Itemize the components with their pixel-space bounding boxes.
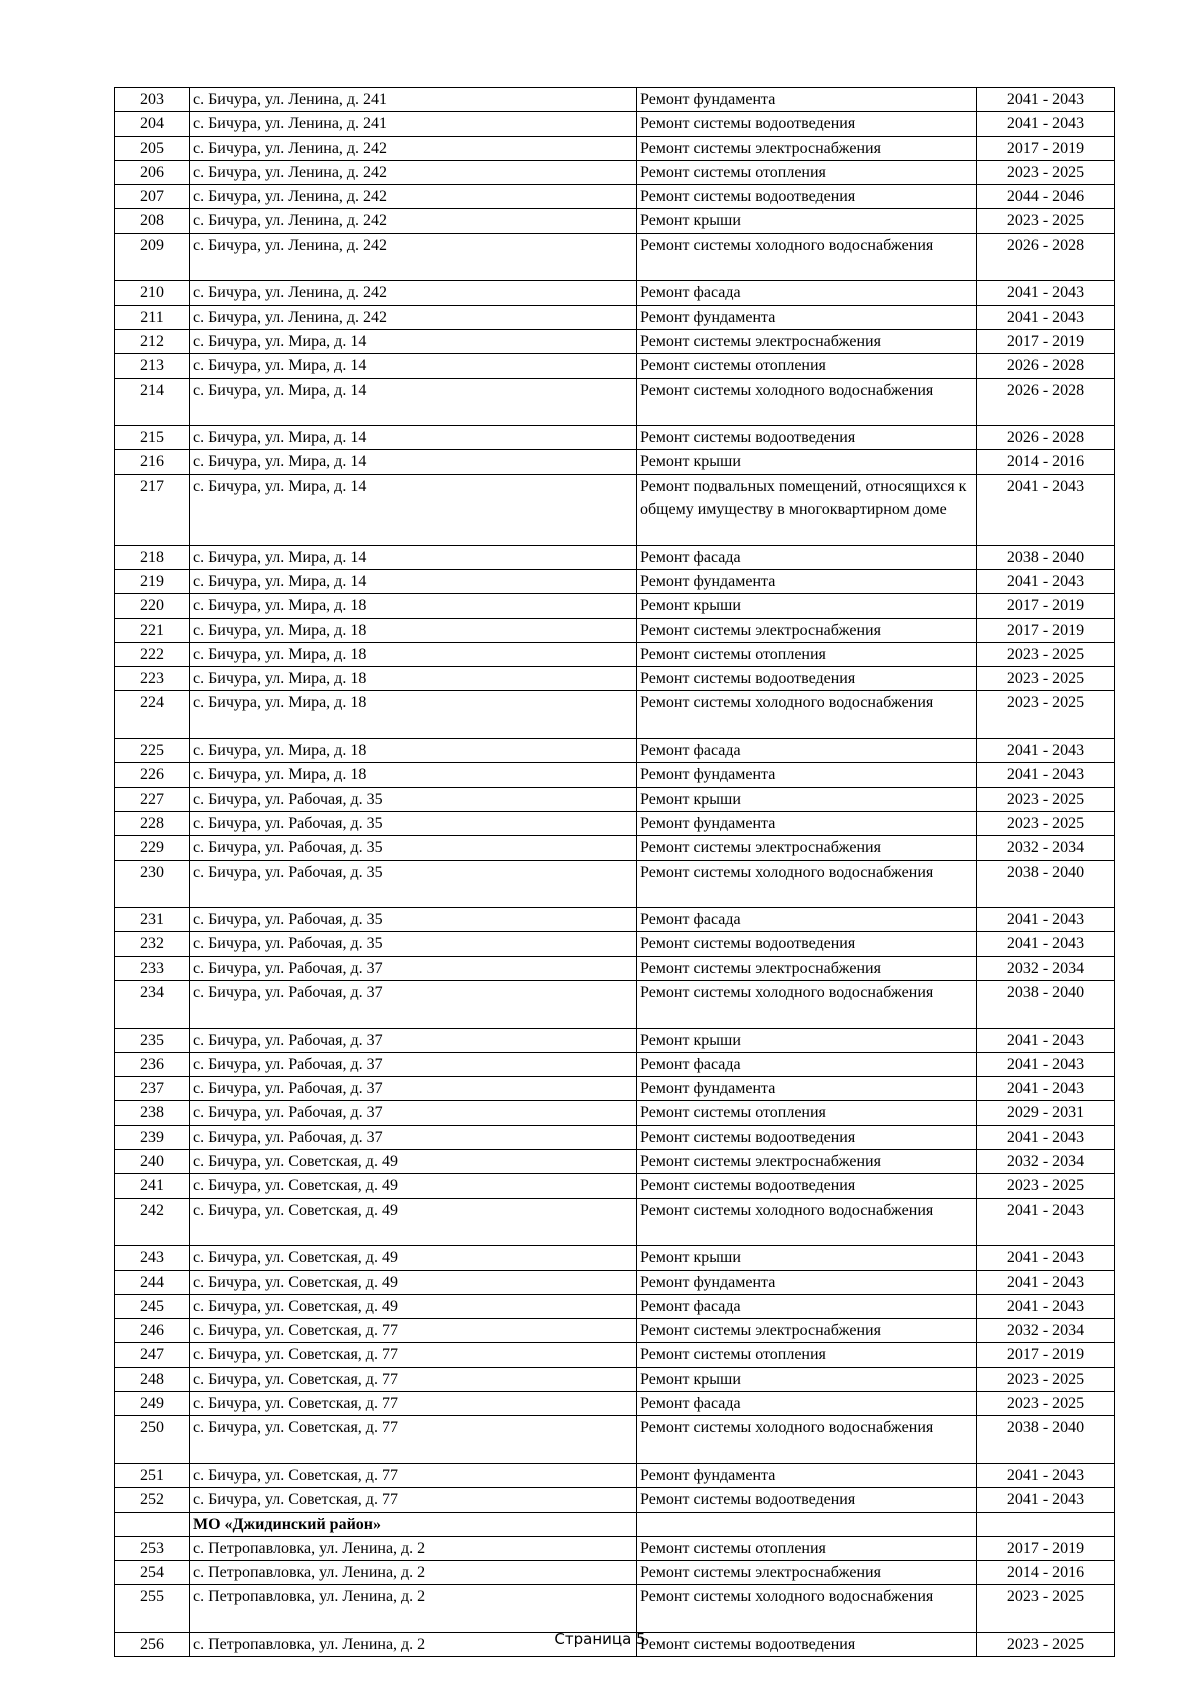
work-type-cell: Ремонт системы холодного водоснабжения: [637, 980, 977, 1028]
address-cell: с. Бичура, ул. Советская, д. 49: [190, 1174, 637, 1198]
period-cell: 2023 - 2025: [977, 1367, 1115, 1391]
period-cell: 2038 - 2040: [977, 860, 1115, 908]
address-cell: с. Бичура, ул. Советская, д. 49: [190, 1150, 637, 1174]
address-cell: с. Бичура, ул. Советская, д. 77: [190, 1416, 637, 1464]
period-cell: 2038 - 2040: [977, 1416, 1115, 1464]
table-row: [115, 932, 1115, 956]
table-row: [115, 136, 1115, 160]
row-number-cell: 209: [115, 233, 190, 281]
row-number-cell: 205: [115, 136, 190, 160]
row-number-cell: 253: [115, 1536, 190, 1560]
address-cell: с. Петропавловка, ул. Ленина, д. 2: [190, 1585, 637, 1633]
work-type-cell: Ремонт крыши: [637, 209, 977, 233]
row-number-cell: 229: [115, 836, 190, 860]
table-row: [115, 545, 1115, 569]
table-row: [115, 739, 1115, 763]
period-cell: 2023 - 2025: [977, 667, 1115, 691]
work-type-cell: Ремонт фундамента: [637, 305, 977, 329]
period-cell: 2041 - 2043: [977, 474, 1115, 545]
work-type-cell: Ремонт крыши: [637, 787, 977, 811]
table-row: [115, 1077, 1115, 1101]
row-number-cell: 239: [115, 1125, 190, 1149]
table-row: [115, 1125, 1115, 1149]
table-row: [115, 305, 1115, 329]
period-cell: 2041 - 2043: [977, 569, 1115, 593]
period-cell: 2041 - 2043: [977, 1246, 1115, 1270]
period-cell: 2014 - 2016: [977, 1561, 1115, 1585]
address-cell: с. Бичура, ул. Советская, д. 49: [190, 1294, 637, 1318]
work-type-cell: Ремонт фасада: [637, 1052, 977, 1076]
period-cell: 2041 - 2043: [977, 1198, 1115, 1246]
work-type-cell: Ремонт системы водоотведения: [637, 1125, 977, 1149]
work-type-cell: Ремонт фасада: [637, 1392, 977, 1416]
table-row: [115, 667, 1115, 691]
table-row: [115, 426, 1115, 450]
table-row: [115, 1343, 1115, 1367]
row-number-cell: 248: [115, 1367, 190, 1391]
row-number-cell: 237: [115, 1077, 190, 1101]
row-number-cell: 211: [115, 305, 190, 329]
row-number-cell: 233: [115, 956, 190, 980]
address-cell: с. Бичура, ул. Ленина, д. 241: [190, 112, 637, 136]
address-cell: с. Бичура, ул. Мира, д. 14: [190, 329, 637, 353]
address-cell: с. Бичура, ул. Ленина, д. 241: [190, 88, 637, 112]
row-number-cell: 217: [115, 474, 190, 545]
period-cell: 2041 - 2043: [977, 932, 1115, 956]
table-row: [115, 378, 1115, 426]
address-cell: с. Бичура, ул. Советская, д. 49: [190, 1198, 637, 1246]
table-row: [115, 281, 1115, 305]
row-number-cell: 226: [115, 763, 190, 787]
work-type-cell: Ремонт фундамента: [637, 1270, 977, 1294]
period-cell: 2041 - 2043: [977, 88, 1115, 112]
work-type-cell: Ремонт фасада: [637, 739, 977, 763]
work-type-cell: Ремонт системы электроснабжения: [637, 1150, 977, 1174]
period-cell: 2032 - 2034: [977, 1150, 1115, 1174]
work-type-cell: Ремонт фасада: [637, 1294, 977, 1318]
row-number-cell: 224: [115, 691, 190, 739]
period-cell: 2026 - 2028: [977, 233, 1115, 281]
table-row: [115, 209, 1115, 233]
period-cell: 2026 - 2028: [977, 378, 1115, 426]
row-number-cell: 225: [115, 739, 190, 763]
work-type-cell: Ремонт крыши: [637, 1367, 977, 1391]
row-number-cell: 221: [115, 618, 190, 642]
period-cell: 2041 - 2043: [977, 1463, 1115, 1487]
address-cell: с. Бичура, ул. Ленина, д. 242: [190, 233, 637, 281]
work-type-cell: Ремонт фасада: [637, 908, 977, 932]
address-cell: с. Бичура, ул. Мира, д. 14: [190, 378, 637, 426]
work-type-cell: Ремонт фундамента: [637, 763, 977, 787]
address-cell: с. Бичура, ул. Советская, д. 77: [190, 1367, 637, 1391]
work-type-cell: Ремонт фундамента: [637, 811, 977, 835]
table-row: [115, 160, 1115, 184]
table-row: [115, 691, 1115, 739]
table-row: [115, 1174, 1115, 1198]
table-row: [115, 329, 1115, 353]
address-cell: с. Бичура, ул. Рабочая, д. 37: [190, 956, 637, 980]
address-cell: с. Бичура, ул. Мира, д. 18: [190, 763, 637, 787]
row-number-cell: 223: [115, 667, 190, 691]
row-number-cell: 216: [115, 450, 190, 474]
table-row: [115, 233, 1115, 281]
work-type-cell: Ремонт системы холодного водоснабжения: [637, 1198, 977, 1246]
table-row: [115, 642, 1115, 666]
address-cell: с. Бичура, ул. Мира, д. 18: [190, 594, 637, 618]
address-cell: с. Бичура, ул. Рабочая, д. 37: [190, 980, 637, 1028]
period-cell: 2023 - 2025: [977, 1585, 1115, 1633]
table-row: [115, 1101, 1115, 1125]
table-row: [115, 1488, 1115, 1512]
address-cell: с. Бичура, ул. Мира, д. 14: [190, 545, 637, 569]
address-cell: с. Бичура, ул. Рабочая, д. 35: [190, 908, 637, 932]
address-cell: с. Бичура, ул. Ленина, д. 242: [190, 136, 637, 160]
work-type-cell: Ремонт системы водоотведения: [637, 667, 977, 691]
table-row: [115, 354, 1115, 378]
table-row: [115, 1028, 1115, 1052]
period-cell: 2014 - 2016: [977, 450, 1115, 474]
table-row: [115, 1198, 1115, 1246]
address-cell: с. Бичура, ул. Рабочая, д. 35: [190, 860, 637, 908]
row-number-cell: 207: [115, 185, 190, 209]
period-cell: 2017 - 2019: [977, 618, 1115, 642]
period-cell: 2041 - 2043: [977, 1270, 1115, 1294]
address-cell: с. Бичура, ул. Рабочая, д. 37: [190, 1052, 637, 1076]
work-type-cell: Ремонт системы холодного водоснабжения: [637, 1585, 977, 1633]
work-type-cell: Ремонт фундамента: [637, 569, 977, 593]
work-type-cell: Ремонт системы электроснабжения: [637, 1561, 977, 1585]
table-row: [115, 908, 1115, 932]
table-row: [115, 474, 1115, 545]
row-number-cell: 231: [115, 908, 190, 932]
address-cell: с. Бичура, ул. Советская, д. 77: [190, 1319, 637, 1343]
period-cell: 2023 - 2025: [977, 1174, 1115, 1198]
row-number-cell: 203: [115, 88, 190, 112]
period-cell: 2038 - 2040: [977, 980, 1115, 1028]
work-type-cell: [637, 1512, 977, 1536]
row-number-cell: 236: [115, 1052, 190, 1076]
period-cell: 2041 - 2043: [977, 1294, 1115, 1318]
row-number-cell: 230: [115, 860, 190, 908]
address-cell: с. Бичура, ул. Мира, д. 14: [190, 569, 637, 593]
table-row: [115, 1561, 1115, 1585]
address-cell: с. Бичура, ул. Мира, д. 18: [190, 739, 637, 763]
row-number-cell: 243: [115, 1246, 190, 1270]
row-number-cell: 246: [115, 1319, 190, 1343]
address-cell: с. Бичура, ул. Ленина, д. 242: [190, 160, 637, 184]
table-row: [115, 763, 1115, 787]
period-cell: 2023 - 2025: [977, 642, 1115, 666]
table-row: [115, 450, 1115, 474]
work-type-cell: Ремонт крыши: [637, 450, 977, 474]
table-row: [115, 1416, 1115, 1464]
row-number-cell: 220: [115, 594, 190, 618]
period-cell: 2026 - 2028: [977, 354, 1115, 378]
address-cell: с. Бичура, ул. Рабочая, д. 35: [190, 787, 637, 811]
period-cell: 2041 - 2043: [977, 1052, 1115, 1076]
section-header-row: [115, 1512, 1115, 1536]
address-cell: с. Бичура, ул. Рабочая, д. 37: [190, 1125, 637, 1149]
row-number-cell: 235: [115, 1028, 190, 1052]
table-row: [115, 112, 1115, 136]
address-cell: с. Бичура, ул. Мира, д. 18: [190, 642, 637, 666]
row-number-cell: 241: [115, 1174, 190, 1198]
work-type-cell: Ремонт системы электроснабжения: [637, 1319, 977, 1343]
work-type-cell: Ремонт системы отопления: [637, 1343, 977, 1367]
work-type-cell: Ремонт системы водоотведения: [637, 1488, 977, 1512]
row-number-cell: 249: [115, 1392, 190, 1416]
row-number-cell: 206: [115, 160, 190, 184]
work-type-cell: Ремонт системы отопления: [637, 160, 977, 184]
work-type-cell: Ремонт фасада: [637, 545, 977, 569]
address-cell: с. Бичура, ул. Советская, д. 77: [190, 1488, 637, 1512]
row-number-cell: 219: [115, 569, 190, 593]
work-type-cell: Ремонт фундамента: [637, 1077, 977, 1101]
period-cell: 2023 - 2025: [977, 787, 1115, 811]
table-row: [115, 1392, 1115, 1416]
table-body: [115, 88, 1115, 1657]
row-number-cell: 256: [115, 1633, 190, 1657]
row-number-cell: 245: [115, 1294, 190, 1318]
period-cell: 2041 - 2043: [977, 1125, 1115, 1149]
address-cell: с. Бичура, ул. Советская, д. 49: [190, 1246, 637, 1270]
row-number-cell: 210: [115, 281, 190, 305]
work-type-cell: Ремонт системы отопления: [637, 354, 977, 378]
table-row: [115, 1367, 1115, 1391]
address-cell: МО «Джидинский район»: [190, 1512, 637, 1536]
period-cell: 2026 - 2028: [977, 426, 1115, 450]
table-row: [115, 1294, 1115, 1318]
period-cell: 2041 - 2043: [977, 739, 1115, 763]
period-cell: 2023 - 2025: [977, 811, 1115, 835]
work-type-cell: Ремонт системы электроснабжения: [637, 329, 977, 353]
address-cell: с. Бичура, ул. Мира, д. 18: [190, 667, 637, 691]
work-type-cell: Ремонт системы водоотведения: [637, 932, 977, 956]
work-type-cell: Ремонт системы водоотведения: [637, 1633, 977, 1657]
address-cell: с. Бичура, ул. Рабочая, д. 35: [190, 932, 637, 956]
period-cell: 2032 - 2034: [977, 836, 1115, 860]
period-cell: 2023 - 2025: [977, 1392, 1115, 1416]
row-number-cell: 213: [115, 354, 190, 378]
work-type-cell: Ремонт крыши: [637, 594, 977, 618]
address-cell: с. Бичура, ул. Ленина, д. 242: [190, 281, 637, 305]
address-cell: с. Бичура, ул. Советская, д. 77: [190, 1343, 637, 1367]
row-number-cell: 222: [115, 642, 190, 666]
table-row: [115, 594, 1115, 618]
table-row: [115, 1585, 1115, 1633]
period-cell: 2041 - 2043: [977, 112, 1115, 136]
row-number-cell: 214: [115, 378, 190, 426]
table-row: [115, 1319, 1115, 1343]
work-type-cell: Ремонт системы водоотведения: [637, 112, 977, 136]
work-type-cell: Ремонт системы холодного водоснабжения: [637, 860, 977, 908]
period-cell: [977, 1512, 1115, 1536]
address-cell: с. Бичура, ул. Рабочая, д. 35: [190, 836, 637, 860]
row-number-cell: 240: [115, 1150, 190, 1174]
work-type-cell: Ремонт системы отопления: [637, 642, 977, 666]
row-number-cell: 251: [115, 1463, 190, 1487]
work-type-cell: Ремонт системы холодного водоснабжения: [637, 233, 977, 281]
row-number-cell: 227: [115, 787, 190, 811]
period-cell: 2041 - 2043: [977, 305, 1115, 329]
work-type-cell: Ремонт системы холодного водоснабжения: [637, 378, 977, 426]
period-cell: 2041 - 2043: [977, 281, 1115, 305]
work-type-cell: Ремонт фасада: [637, 281, 977, 305]
address-cell: с. Бичура, ул. Рабочая, д. 35: [190, 811, 637, 835]
address-cell: с. Бичура, ул. Рабочая, д. 37: [190, 1077, 637, 1101]
page-number: Страница 5: [554, 1630, 646, 1648]
period-cell: 2038 - 2040: [977, 545, 1115, 569]
period-cell: 2017 - 2019: [977, 136, 1115, 160]
table-row: [115, 1246, 1115, 1270]
work-type-cell: Ремонт фундамента: [637, 88, 977, 112]
address-cell: с. Бичура, ул. Мира, д. 14: [190, 474, 637, 545]
table-row: [115, 787, 1115, 811]
period-cell: 2023 - 2025: [977, 691, 1115, 739]
work-type-cell: Ремонт системы холодного водоснабжения: [637, 691, 977, 739]
table-row: [115, 618, 1115, 642]
row-number-cell: 238: [115, 1101, 190, 1125]
period-cell: 2017 - 2019: [977, 329, 1115, 353]
table-row: [115, 569, 1115, 593]
work-type-cell: Ремонт системы водоотведения: [637, 426, 977, 450]
work-type-cell: Ремонт системы электроснабжения: [637, 136, 977, 160]
row-number-cell: 255: [115, 1585, 190, 1633]
row-number-cell: 254: [115, 1561, 190, 1585]
address-cell: с. Бичура, ул. Мира, д. 14: [190, 354, 637, 378]
work-type-cell: Ремонт системы отопления: [637, 1536, 977, 1560]
address-cell: с. Бичура, ул. Рабочая, д. 37: [190, 1101, 637, 1125]
address-cell: с. Бичура, ул. Мира, д. 18: [190, 618, 637, 642]
period-cell: 2041 - 2043: [977, 908, 1115, 932]
address-cell: с. Петропавловка, ул. Ленина, д. 2: [190, 1633, 637, 1657]
address-cell: с. Бичура, ул. Ленина, д. 242: [190, 305, 637, 329]
row-number-cell: 252: [115, 1488, 190, 1512]
period-cell: 2029 - 2031: [977, 1101, 1115, 1125]
address-cell: с. Бичура, ул. Мира, д. 18: [190, 691, 637, 739]
row-number-cell: 212: [115, 329, 190, 353]
address-cell: с. Бичура, ул. Мира, д. 14: [190, 450, 637, 474]
work-type-cell: Ремонт крыши: [637, 1246, 977, 1270]
period-cell: 2023 - 2025: [977, 1633, 1115, 1657]
table-row: [115, 1270, 1115, 1294]
address-cell: с. Петропавловка, ул. Ленина, д. 2: [190, 1536, 637, 1560]
table-row: [115, 1150, 1115, 1174]
row-number-cell: 204: [115, 112, 190, 136]
work-type-cell: Ремонт системы водоотведения: [637, 1174, 977, 1198]
address-cell: с. Бичура, ул. Ленина, д. 242: [190, 185, 637, 209]
period-cell: 2041 - 2043: [977, 1488, 1115, 1512]
address-cell: с. Бичура, ул. Советская, д. 77: [190, 1392, 637, 1416]
row-number-cell: 228: [115, 811, 190, 835]
table-row: [115, 836, 1115, 860]
row-number-cell: 250: [115, 1416, 190, 1464]
work-type-cell: Ремонт фундамента: [637, 1463, 977, 1487]
table-row: [115, 185, 1115, 209]
period-cell: 2017 - 2019: [977, 1343, 1115, 1367]
row-number-cell: 247: [115, 1343, 190, 1367]
period-cell: 2041 - 2043: [977, 1077, 1115, 1101]
table-row: [115, 860, 1115, 908]
row-number-cell: [115, 1512, 190, 1536]
period-cell: 2023 - 2025: [977, 160, 1115, 184]
address-cell: с. Бичура, ул. Советская, д. 77: [190, 1463, 637, 1487]
repair-schedule-table: [114, 87, 1115, 1657]
work-type-cell: Ремонт крыши: [637, 1028, 977, 1052]
period-cell: 2017 - 2019: [977, 1536, 1115, 1560]
table-row: [115, 1536, 1115, 1560]
table-row: [115, 88, 1115, 112]
work-type-cell: Ремонт системы электроснабжения: [637, 618, 977, 642]
table-row: [115, 1463, 1115, 1487]
period-cell: 2017 - 2019: [977, 594, 1115, 618]
address-cell: с. Бичура, ул. Советская, д. 49: [190, 1270, 637, 1294]
period-cell: 2044 - 2046: [977, 185, 1115, 209]
row-number-cell: 218: [115, 545, 190, 569]
period-cell: 2041 - 2043: [977, 763, 1115, 787]
table-row: [115, 1052, 1115, 1076]
work-type-cell: Ремонт подвальных помещений, относящихся к общему имуществу в многоквартирном доме: [637, 474, 977, 545]
work-type-cell: Ремонт системы электроснабжения: [637, 956, 977, 980]
row-number-cell: 208: [115, 209, 190, 233]
address-cell: с. Бичура, ул. Ленина, д. 242: [190, 209, 637, 233]
table-row: [115, 980, 1115, 1028]
work-type-cell: Ремонт системы электроснабжения: [637, 836, 977, 860]
work-type-cell: Ремонт системы водоотведения: [637, 185, 977, 209]
address-cell: с. Бичура, ул. Мира, д. 14: [190, 426, 637, 450]
row-number-cell: 242: [115, 1198, 190, 1246]
address-cell: с. Бичура, ул. Рабочая, д. 37: [190, 1028, 637, 1052]
row-number-cell: 244: [115, 1270, 190, 1294]
table-row: [115, 811, 1115, 835]
period-cell: 2023 - 2025: [977, 209, 1115, 233]
period-cell: 2032 - 2034: [977, 956, 1115, 980]
row-number-cell: 215: [115, 426, 190, 450]
period-cell: 2032 - 2034: [977, 1319, 1115, 1343]
row-number-cell: 232: [115, 932, 190, 956]
table-row: [115, 956, 1115, 980]
work-type-cell: Ремонт системы отопления: [637, 1101, 977, 1125]
address-cell: с. Петропавловка, ул. Ленина, д. 2: [190, 1561, 637, 1585]
row-number-cell: 234: [115, 980, 190, 1028]
period-cell: 2041 - 2043: [977, 1028, 1115, 1052]
work-type-cell: Ремонт системы холодного водоснабжения: [637, 1416, 977, 1464]
